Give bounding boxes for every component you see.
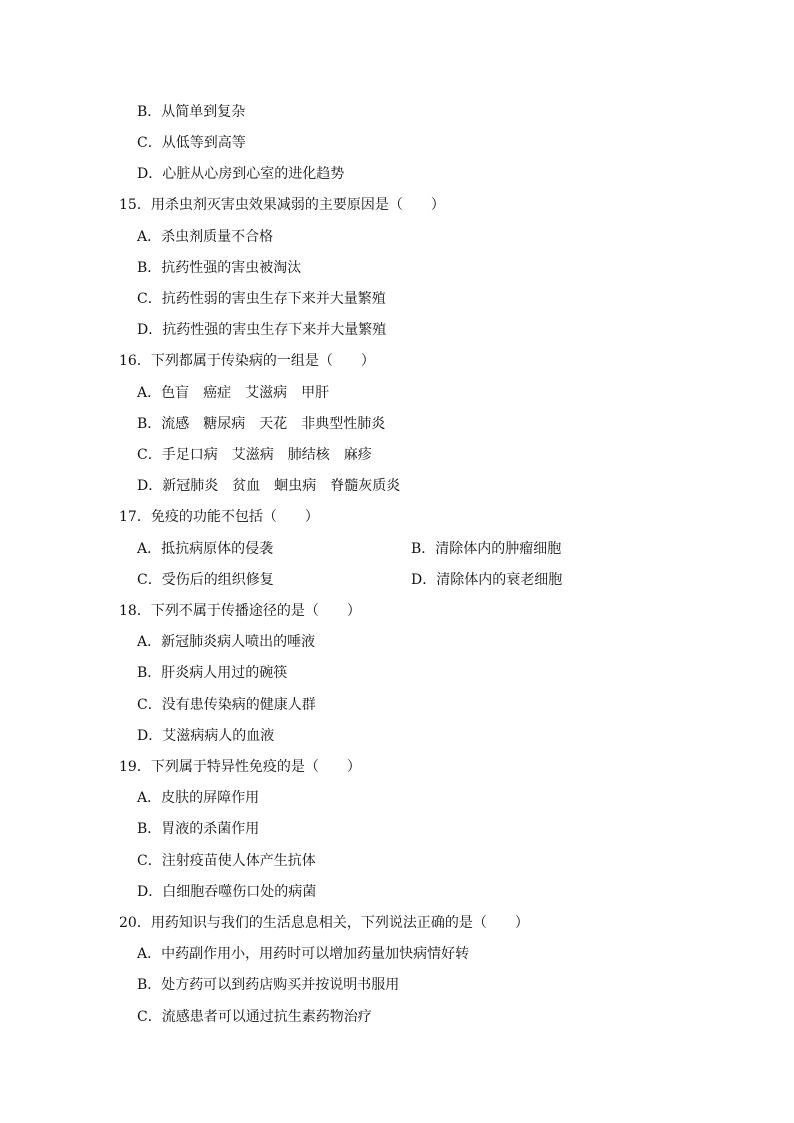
q17-stem: 17．免疫的功能不包括（ ） <box>119 509 319 525</box>
q17-option-c: C．受伤后的组织修复 <box>137 572 274 588</box>
q14-option-c: C．从低等到高等 <box>137 135 246 151</box>
q18-option-b: B．肝炎病人用过的碗筷 <box>137 665 288 681</box>
q17-option-b: B．清除体内的肿瘤细胞 <box>411 541 562 557</box>
q20-option-b: B．处方药可以到药店购买并按说明书服用 <box>137 977 400 993</box>
q19-option-d: D．白细胞吞噬伤口处的病菌 <box>137 884 317 900</box>
q15-option-d: D．抗药性强的害虫生存下来并大量繁殖 <box>137 322 387 338</box>
q19-option-c: C．注射疫苗使人体产生抗体 <box>137 853 316 869</box>
q15-option-c: C．抗药性弱的害虫生存下来并大量繁殖 <box>137 291 386 307</box>
q14-option-b: B．从简单到复杂 <box>137 104 246 120</box>
q18-option-d: D．艾滋病病人的血液 <box>137 728 275 744</box>
q15-stem: 15．用杀虫剂灭害虫效果减弱的主要原因是（ ） <box>119 197 445 213</box>
q16-option-b: B．流感 糖尿病 天花 非典型性肺炎 <box>137 416 386 432</box>
q14-option-d: D．心脏从心房到心室的进化趋势 <box>137 166 345 182</box>
q18-option-a: A．新冠肺炎病人喷出的唾液 <box>137 634 316 650</box>
q15-option-a: A．杀虫剂质量不合格 <box>137 229 274 245</box>
q16-option-a: A．色盲 癌症 艾滋病 甲肝 <box>137 385 330 401</box>
q19-stem: 19．下列属于特异性免疫的是（ ） <box>119 759 361 775</box>
q15-option-b: B．抗药性强的害虫被淘汰 <box>137 260 302 276</box>
q17-option-d: D．清除体内的衰老细胞 <box>411 572 563 588</box>
q16-option-c: C．手足口病 艾滋病 肺结核 麻疹 <box>137 447 372 463</box>
q16-option-d: D．新冠肺炎 贫血 蛔虫病 脊髓灰质炎 <box>137 478 401 494</box>
q20-option-a: A．中药副作用小，用药时可以增加药量加快病情好转 <box>137 946 470 962</box>
q18-option-c: C．没有患传染病的健康人群 <box>137 697 316 713</box>
q16-stem: 16．下列都属于传染病的一组是（ ） <box>119 353 375 369</box>
q17-option-a: A．抵抗病原体的侵袭 <box>137 541 274 557</box>
q20-stem: 20．用药知识与我们的生活息息相关，下列说法正确的是（ ） <box>119 915 529 931</box>
q20-option-c: C．流感患者可以通过抗生素药物治疗 <box>137 1009 372 1025</box>
q18-stem: 18．下列不属于传播途径的是（ ） <box>119 603 361 619</box>
q19-option-b: B．胃液的杀菌作用 <box>137 821 260 837</box>
q19-option-a: A．皮肤的屏障作用 <box>137 790 260 806</box>
